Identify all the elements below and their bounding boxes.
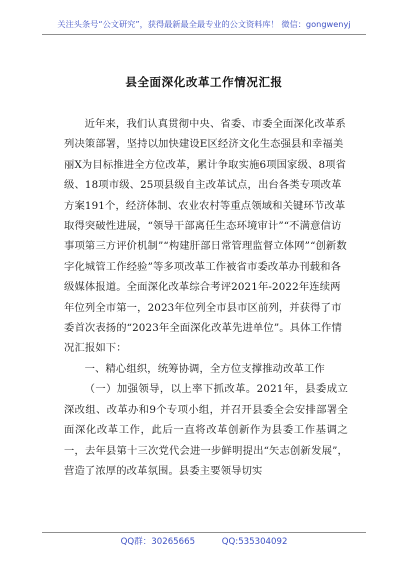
header-divider: [42, 34, 366, 35]
section-heading: 一、精心组织，统筹协调，全方位支撑推动改革工作: [84, 362, 325, 375]
header-banner: 关注头条号“公文研究”，获得最新最全最专业的公文资料库！ 微信：gongwenyj: [57, 19, 351, 29]
document-title: 县全面深化改革工作情况汇报: [125, 75, 283, 89]
section-paragraph: （一）加强领导，以上率下抓改革。2021年，县委成立深改组、改革办和9个专项小组，并召开县委全会安排部署全面深化改革工作，此后一直将改革创新作为县委工作基调之一，去年县第十三次党代会进一步鲜明提出“矢志创新发展”，营造了浓厚的改革氛围。县委主要领导切实: [64, 383, 348, 477]
footer-divider: [42, 532, 366, 533]
footer-qq-group: QQ群：30265665: [120, 537, 196, 547]
footer-qq: QQ:535304092: [221, 537, 288, 547]
document-body: [64, 114, 348, 481]
intro-paragraph: 近年来，我们认真贯彻中央、省委、市委全面深化改革系列决策部署，坚持以加快建设E区经济文化生态强县和幸福美丽X为目标推进全方位改革，累计争取实施6项国家级、8项省级、18项市级、25项县级自主改革试点，出台各类专项改革方案191个，经济体制、农业农村等重点领域和关键环节改革取得突破性进展，“领导干部离任生态环境审计”“不满意信访事项第三方评价机制”“构建肝部日常管理监督立体网”“创新数字化城管工作经验”等多项改革工作被省市委改革办刊载和各级媒体报道。全面深化改革综合考评2021年-2022年连续两年位列全市第一，2023年位列全市县市区前列，并获得了市委首次表扬的“2023年全面深化改革先进单位”。具体工作情况汇报如下：: [64, 118, 347, 355]
footer: [0, 536, 408, 548]
